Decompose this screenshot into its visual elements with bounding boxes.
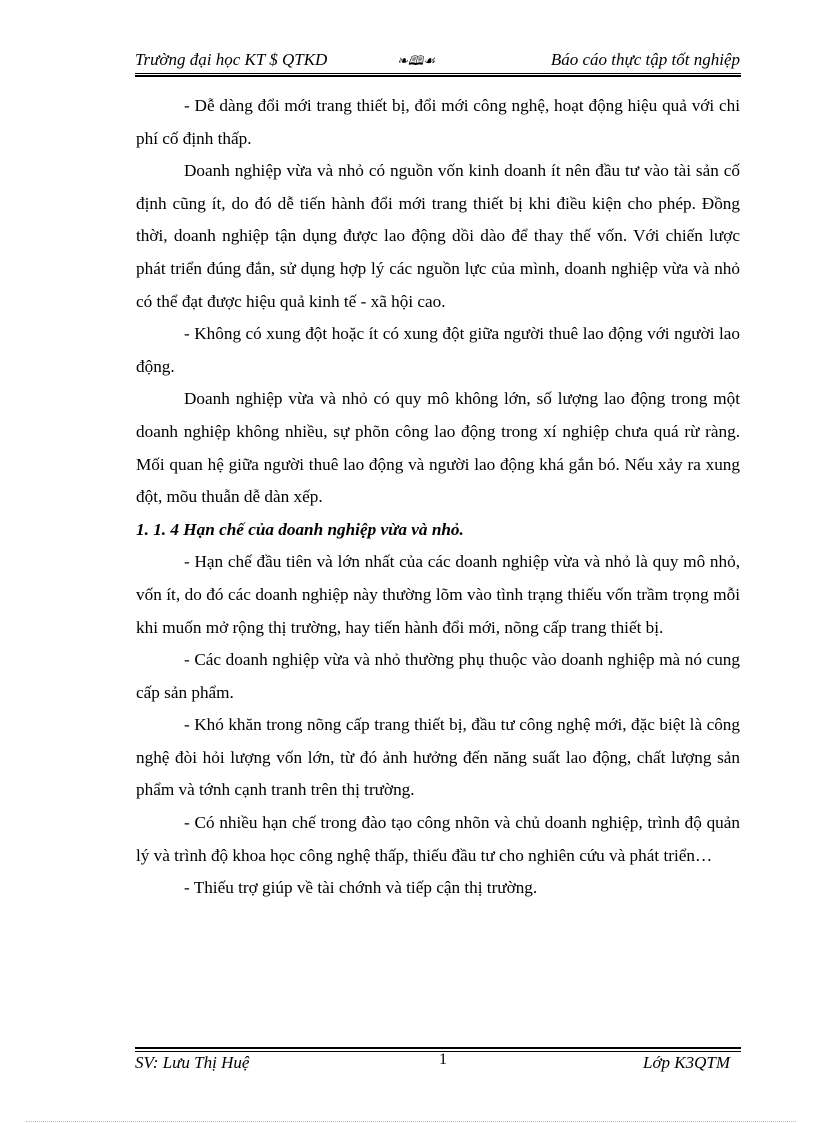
header-rule-thick [135,75,741,77]
paragraph: - Khó khăn trong nõng cấp trang thiết bị, đầu tư công nghệ mới, đặc biệt là công nghệ đòi hỏi lượng vốn lớn, từ đó ảnh hưởng đến năng suất lao động, chất lượng sản phẩm và tớnh cạnh tranh trên thị trường. [136,715,740,800]
paragraph: - Thiếu trợ giúp về tài chớnh và tiếp cận thị trường. [184,878,538,898]
footer-student: SV: Lưu Thị Huệ [135,1053,250,1072]
page-edge-dotted-line [26,1121,796,1122]
section-heading: 1. 1. 4 Hạn chế của doanh nghiệp vừa và nhỏ. [136,519,464,539]
paragraph: Doanh nghiệp vừa và nhỏ có quy mô không lớn, số lượng lao động trong một doanh nghiệp không nhiều, sự phõn công lao động trong xí nghiệp chưa quá rừ ràng. Mối quan hệ giữa người thuê lao động và người lao động khá gắn bó. Nếu xảy ra xung đột, mõu thuẫn dễ dàn xếp. [136,389,740,507]
page-number: 1 [439,1051,447,1068]
page-header [135,50,740,72]
page-footer [135,1053,740,1077]
paragraph: - Có nhiều hạn chế trong đào tạo công nhõn và chủ doanh nghiệp, trình độ quản lý và trình độ khoa học công nghệ thấp, thiếu đầu tư cho nghiên cứu và phát triển… [136,813,740,865]
footer-rule [135,1051,741,1052]
header-report-title: Báo cáo thực tập tốt nghiệp [550,50,740,69]
header-ornament-icon: ❧🕮☙ [397,53,435,68]
paragraph: - Các doanh nghiệp vừa và nhỏ thường phụ thuộc vào doanh nghiệp mà nó cung cấp sản phẩm. [136,650,740,702]
paragraph: - Dễ dàng đổi mới trang thiết bị, đổi mới công nghệ, hoạt động hiệu quả với chi phí cố định thấp. [136,96,740,148]
header-rule [135,73,741,74]
paragraph: Doanh nghiệp vừa và nhỏ có nguồn vốn kinh doanh ít nên đầu tư vào tài sản cố định cũng ít, do đó dễ tiến hành đổi mới trang thiết bị khi điều kiện cho phép. Đồng thời, doanh nghiệp tận dụng được lao động dồi dào để thay thế vốn. Với chiến lược phát triển đúng đắn, sử dụng hợp lý các nguồn lực của mình, doanh nghiệp vừa và nhỏ có thể đạt được hiệu quả kinh tế - xã hội cao. [136,161,740,311]
footer-rule-thick [135,1047,741,1049]
paragraph: - Hạn chế đầu tiên và lớn nhất của các doanh nghiệp vừa và nhỏ là quy mô nhỏ, vốn ít, do đó các doanh nghiệp này thường lõm vào tình trạng thiếu vốn trầm trọng mỗi khi muốn mở rộng thị trường, hay tiến hành đổi mới, nõng cấp trang thiết bị. [136,552,740,637]
body-text [136,90,740,905]
paragraph: - Không có xung đột hoặc ít có xung đột giữa người thuê lao động với người lao động. [136,324,740,376]
footer-class: Lớp K3QTM [642,1053,730,1072]
header-school: Trường đại học KT $ QTKD [135,50,328,69]
